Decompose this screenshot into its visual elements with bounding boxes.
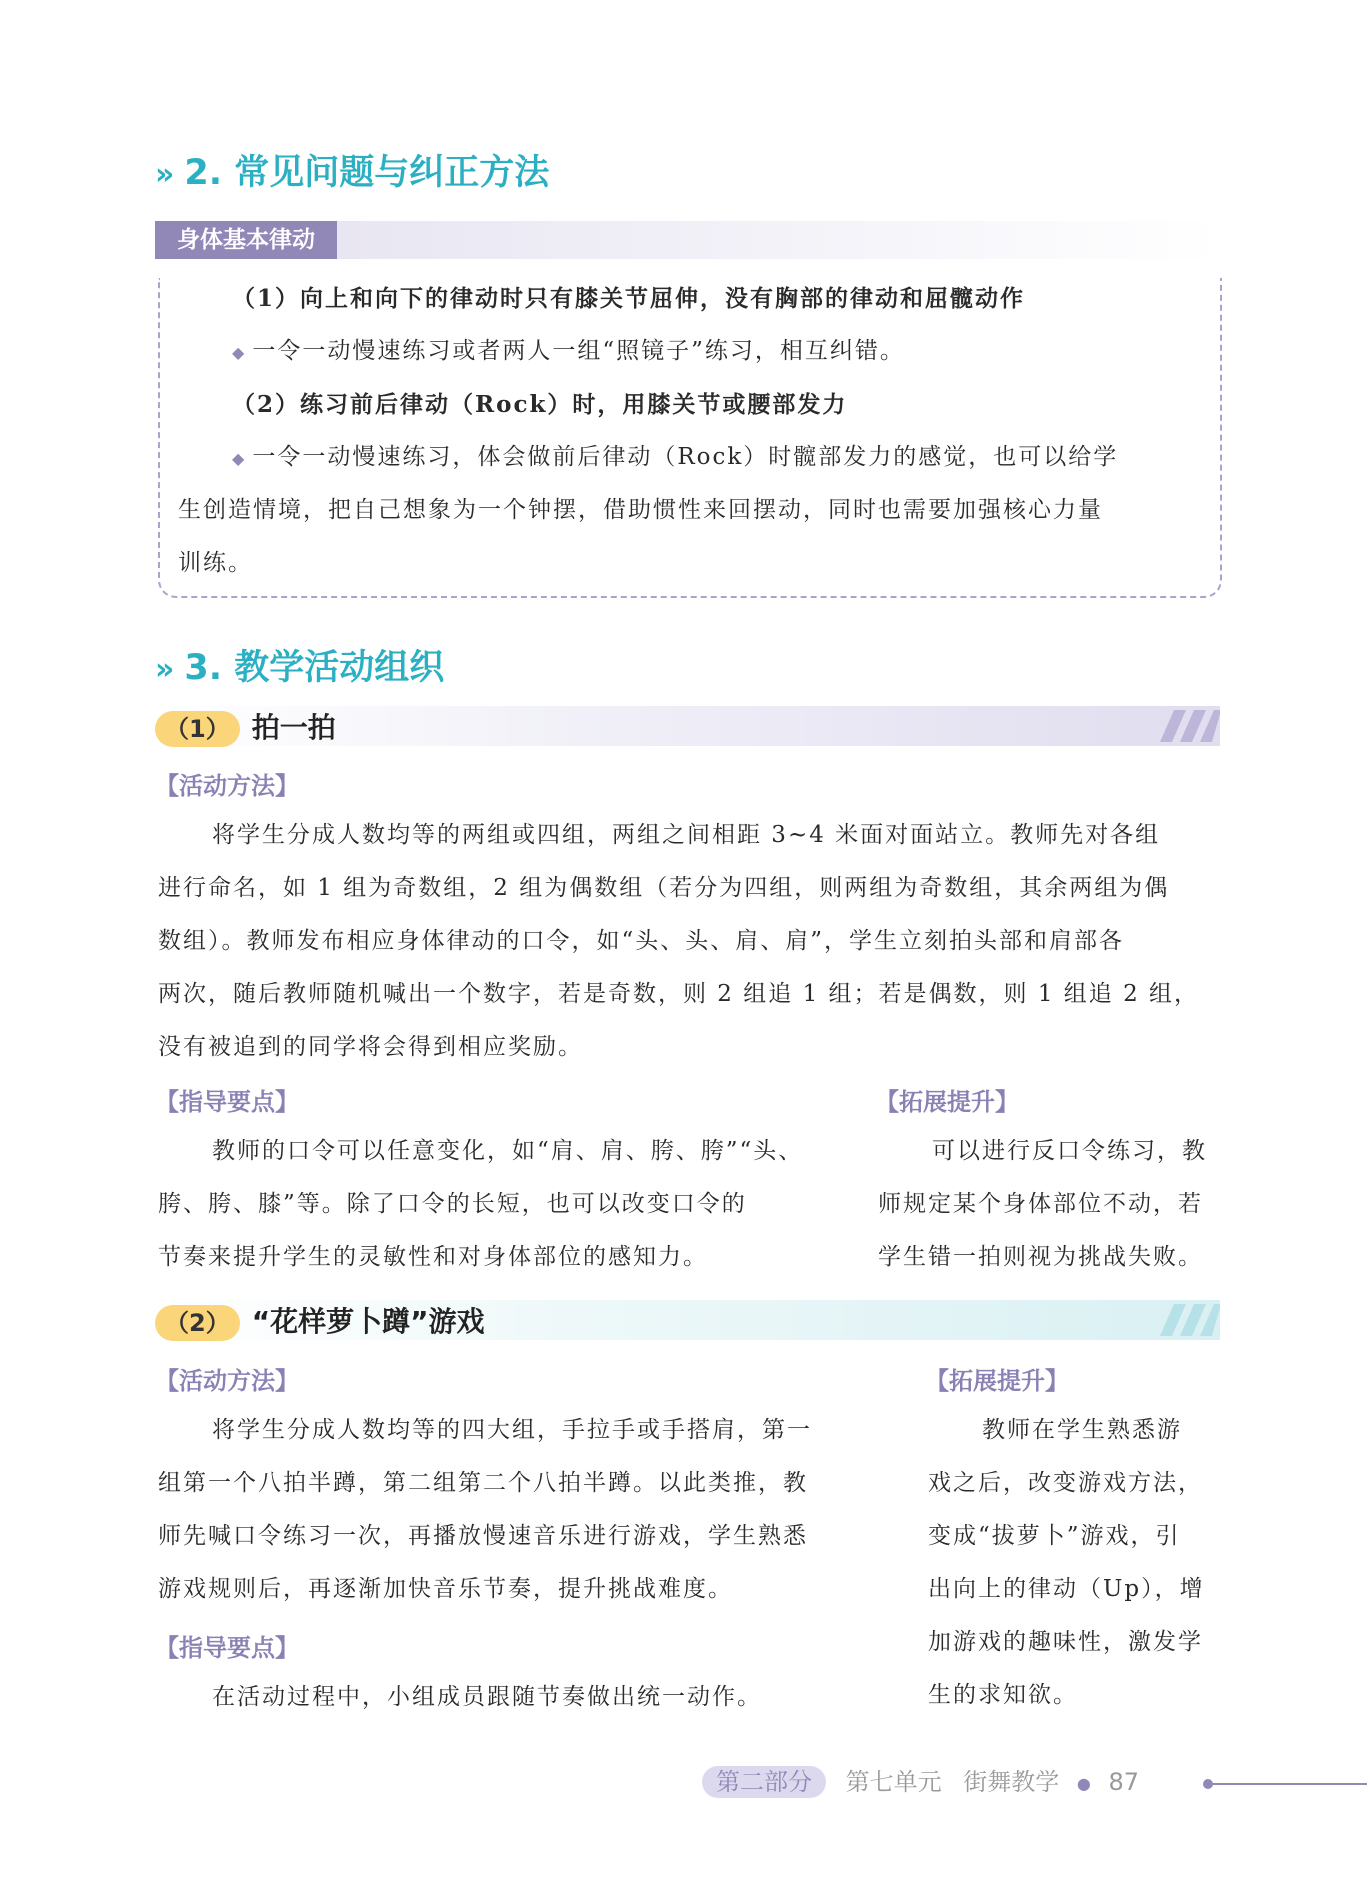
- extend-line: 加游戏的趣味性，激发学: [928, 1629, 1203, 1655]
- footer-unit: 第七单元: [845, 1768, 942, 1796]
- solution-2-line-1: [232, 431, 1222, 485]
- extend-line: 师规定某个身体部位不动，若: [878, 1191, 1203, 1217]
- activity-2-extend: [928, 1404, 1223, 1722]
- method-line: 没有被追到的同学将会得到相应奖励。: [158, 1034, 583, 1060]
- extend-line: 出向上的律动（Up），增: [928, 1576, 1205, 1602]
- guide-line: 胯、胯、膝”等。除了口令的长短，也可以改变口令的: [158, 1191, 747, 1217]
- extend-line: 戏之后，改变游戏方法，: [928, 1470, 1203, 1496]
- page-footer: [702, 1762, 1139, 1797]
- activity-2-method: [158, 1404, 868, 1616]
- stripes-decoration-icon: [1160, 710, 1220, 742]
- method-line: 将学生分成人数均等的两组或四组，两组之间相距 3~4 米面对面站立。教师先对各组: [212, 822, 1161, 848]
- method-line: 组第一个八拍半蹲，第二组第二个八拍半蹲。以此类推，教: [158, 1470, 808, 1496]
- footer-line: [1208, 1783, 1367, 1785]
- activity-2-header: [155, 1300, 1220, 1340]
- activity-1-header: [155, 706, 1220, 746]
- diamond-bullet-icon: ◆: [232, 343, 247, 362]
- guide-line: 在活动过程中，小组成员跟随节奏做出统一动作。: [212, 1684, 762, 1710]
- method-line: 师先喊口令练习一次，再播放慢速音乐进行游戏，学生熟悉: [158, 1523, 808, 1549]
- method-line: 游戏规则后，再逐渐加快音乐节奏，提升挑战难度。: [158, 1576, 733, 1602]
- activity-2-guide-label: 【指导要点】: [155, 1634, 299, 1662]
- activity-1-extend: [878, 1125, 1223, 1284]
- solution-1: [232, 325, 1222, 379]
- method-line: 两次，随后教师随机喊出一个数字，若是奇数，则 2 组追 1 组；若是偶数，则 1 组追 2 组，: [158, 981, 1200, 1007]
- page-number: 87: [1108, 1768, 1140, 1796]
- activity-2-extend-label: 【拓展提升】: [925, 1367, 1069, 1395]
- guide-line: 节奏来提升学生的灵敏性和对身体部位的感知力。: [158, 1244, 708, 1270]
- activity-2-method-label: 【活动方法】: [155, 1367, 299, 1395]
- tag-body-rhythm: 身体基本律动: [155, 221, 337, 259]
- section-3-title-text: 3. 教学活动组织: [184, 648, 445, 688]
- extend-line: 可以进行反口令练习，教: [932, 1138, 1207, 1164]
- solution-2-line-1-text: 一令一动慢速练习，体会做前后律动（Rock）时髋部发力的感觉，也可以给学: [252, 444, 1119, 470]
- chevron-icon: »: [155, 157, 175, 192]
- stripes-decoration-icon: [1160, 1304, 1220, 1336]
- diamond-bullet-icon: ◆: [232, 449, 247, 468]
- problem-2: （2）练习前后律动（Rock）时，用膝关节或腰部发力: [232, 391, 848, 418]
- tag-bar: [155, 221, 1220, 259]
- problem-1: （1）向上和向下的律动时只有膝关节屈伸，没有胸部的律动和屈髋动作: [232, 285, 1026, 312]
- solution-2-line-2: 生创造情境，把自己想象为一个钟摆，借助惯性来回摆动，同时也需要加强核心力量: [178, 497, 1103, 523]
- solution-1-text: 一令一动慢速练习或者两人一组“照镜子”练习，相互纠错。: [252, 338, 905, 364]
- chevron-icon: »: [155, 652, 175, 687]
- extend-line: 教师在学生熟悉游: [982, 1417, 1182, 1443]
- section-2-title-text: 2. 常见问题与纠正方法: [184, 153, 550, 193]
- activity-1-title: 拍一拍: [251, 711, 336, 744]
- method-line: 数组）。教师发布相应身体律动的口令，如“头、头、肩、肩”，学生立刻拍头部和肩部各: [158, 928, 1125, 954]
- extend-line: 学生错一拍则视为挑战失败。: [878, 1244, 1203, 1270]
- activity-2-guide: [158, 1671, 868, 1724]
- activity-1-guide-label: 【指导要点】: [155, 1088, 299, 1116]
- activity-2-title: “花样萝卜蹲”游戏: [251, 1305, 485, 1338]
- solution-2-line-3: 训练。: [178, 550, 253, 576]
- activity-1-method: [158, 809, 1220, 1074]
- guide-line: 教师的口令可以任意变化，如“肩、肩、胯、胯”“头、: [212, 1138, 804, 1164]
- activity-1-number: （1）: [155, 711, 240, 747]
- activity-1-method-label: 【活动方法】: [155, 772, 299, 800]
- extend-line: 变成“拔萝卜”游戏，引: [928, 1523, 1181, 1549]
- activity-1-guide: [158, 1125, 838, 1284]
- method-line: 将学生分成人数均等的四大组，手拉手或手搭肩，第一: [212, 1417, 812, 1443]
- section-3-title: [155, 640, 444, 690]
- footer-bullet-icon: ●: [1076, 1773, 1091, 1793]
- activity-1-extend-label: 【拓展提升】: [875, 1088, 1019, 1116]
- footer-part: 第二部分: [702, 1766, 826, 1798]
- method-line: 进行命名，如 1 组为奇数组，2 组为偶数组（若分为四组，则两组为奇数组，其余两组为偶: [158, 875, 1170, 901]
- section-2-title: [155, 145, 549, 195]
- footer-topic: 街舞教学: [963, 1768, 1060, 1796]
- extend-line: 生的求知欲。: [928, 1682, 1078, 1708]
- activity-2-number: （2）: [155, 1305, 240, 1341]
